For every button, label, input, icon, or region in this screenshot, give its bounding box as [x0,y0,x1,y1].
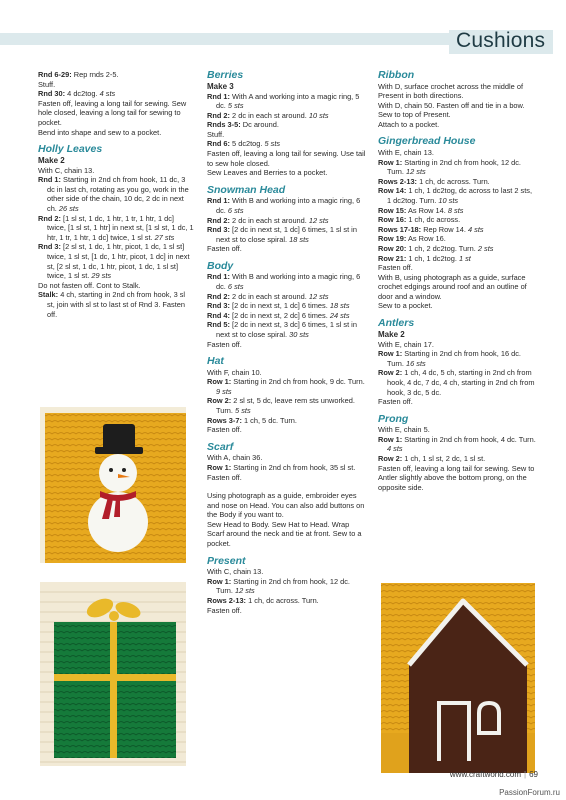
row-text: 1 ch, dc across. Turn. [417,176,490,186]
row-label: Rnd 30: [38,89,66,99]
row-label: Rnd 1: [38,175,61,185]
row-label: Rnd 1: [207,91,230,101]
row-text: [2 dc in next st, 1 dc] 6 times. [230,301,330,311]
paragraph: Fasten off. [207,472,242,482]
row-text: 1 ch, 1 dc2tog. [406,253,459,263]
row-label: Row 15: [378,205,407,215]
row-label: Rows 2-13: [378,176,418,186]
row-text: Starting in 2nd ch from hook, 12 dc. Turn. [387,157,521,177]
paragraph: With E, chain 13. [378,147,434,157]
row-label: Rnd 2: [207,215,230,225]
row-text: 1 ch, 2 dc2tog. Turn. [406,243,478,253]
stitch-count: 12 sts [308,215,329,225]
stitch-count: 2 sts [477,243,494,253]
instruction-row [207,225,367,244]
stitch-count: 4 sts [99,89,116,99]
section-heading: Antlers [378,317,415,330]
row-label: Rnd 2: [38,213,61,223]
row-text: As Row 14. [406,205,448,215]
row-text: 2 dc in each st around. [230,215,309,225]
stitch-count: 5 sts [227,101,244,111]
row-text: Rep rnds 2-5. [71,70,119,79]
page-footer [450,770,538,779]
row-label: Rnd 3: [38,242,61,252]
row-text: 2 sl st, 5 dc, leave rem sts unworked. Turn. [216,396,355,416]
row-label: Rows 17-18: [378,224,422,234]
stitch-count: 6 sts [227,282,244,291]
row-label: Rnd 2: [207,110,230,120]
row-text: 5 dc2tog. [230,139,265,149]
paragraph: Fasten off. [378,263,413,273]
instruction-row [38,242,194,280]
paragraph: With D, surface crochet across the middle of Present in both directions. [378,81,523,101]
stitch-count: 12 sts [235,586,255,596]
instruction-row [378,254,538,264]
instruction-row [38,89,194,99]
paragraph: With E, chain 5. [378,425,430,435]
instruction-row [38,70,194,80]
section-heading: Gingerbread House [378,135,476,148]
stitch-count: 29 sts [91,271,112,281]
row-text: 4 dc2tog. [65,89,100,99]
row-text: [2 dc in next st, 3 dc] 6 times, 1 sl st in next st to close spiral. [216,320,357,339]
row-text: 1 ch, 4 dc, 5 ch, starting in 2nd ch from hook, 4 dc, 7 dc, 4 ch, starting in 2nd ch from hook, 3 dc, 5 dc. [387,368,535,397]
instruction-row [378,158,538,177]
instruction-row [207,120,367,130]
row-text: 1 ch, 1 sl st, 2 dc, 1 sl st. [402,454,486,463]
paragraph: With E, chain 17. [378,339,434,349]
row-label: Rnds 3-5: [207,120,241,130]
instruction-row [378,368,538,397]
row-text: As Row 16. [406,234,446,244]
row-text: [2 dc in next st, 1 dc] 6 times, 1 sl st in next st to close spiral. [216,225,357,244]
instruction-row [207,196,367,215]
paragraph: Fasten off. [207,244,242,254]
paragraph: Stuff. [207,129,225,139]
row-text: Starting in 2nd ch from hook, 11 dc, 3 dc in last ch, rotating as you go, work in the other side of the chain, 10 dc, 2 dc in next ch. [47,175,189,214]
instruction-row [378,215,538,225]
row-label: Row 16: [378,215,407,225]
stitch-count: 9 sts [216,386,232,396]
instruction-row [207,292,367,302]
row-text: Starting in 2nd ch from hook, 4 dc. Turn. [402,434,536,444]
instruction-row [38,290,194,319]
stitch-count: 5 sts [264,139,281,149]
paragraph: With A, chain 36. [207,453,263,463]
instruction-row [207,396,367,415]
row-text: Starting in 2nd ch from hook, 16 dc. Turn. [387,349,521,368]
instruction-row [207,311,367,321]
stitch-count: 18 sts [289,234,309,244]
row-label: Rnd 3: [207,301,230,311]
row-label: Row 1: [207,576,232,586]
row-text: 2 dc in each st around. [230,110,309,120]
instructions-column-2 [207,70,367,615]
row-label: Row 1: [378,349,403,359]
instruction-row [378,454,538,464]
row-label: Rnd 5: [207,320,230,330]
instruction-row [378,186,538,205]
footer-site: www.craftworld.com [449,770,522,779]
stitch-count: 4 sts [387,444,403,454]
row-text: 4 ch, starting in 2nd ch from hook, 3 sl st, join with sl st to last st of Rnd 3. Fasten off. [47,290,186,319]
page-number: 69 [529,770,538,779]
stitch-count: 10 sts [438,195,459,205]
instruction-row [207,463,367,473]
row-text: [2 dc in next st, 2 dc] 6 times. [230,310,330,320]
paragraph: Attach to a pocket. [378,119,440,129]
gingerbread-house-photo [379,581,537,775]
instruction-row [207,139,367,149]
row-text: With B and working into a magic ring, 6 dc. [216,272,361,291]
row-text: Starting in 2nd ch from hook, 12 dc. Turn. [216,576,350,596]
stitch-count: 6 sts [227,205,244,215]
make-count: Make 3 [207,81,234,91]
row-label: Row 2: [378,368,403,378]
stitch-count: 4 sts [467,224,484,234]
paragraph: Fasten off, leaving a long tail for sewing. Sew hole closed, leaving a long tail for sewing to pocket. [38,98,187,127]
instruction-row [207,596,367,606]
row-label: Rnd 3: [207,225,230,235]
section-heading: Snowman Head [207,183,286,196]
instructions-column-3 [378,70,538,492]
stitch-count: 10 sts [308,110,329,120]
stitch-count: 12 sts [406,167,426,177]
instruction-row [207,216,367,226]
row-label: Row 1: [378,157,403,167]
instruction-row [207,320,367,339]
section-heading: Holly Leaves [38,143,103,156]
row-label: Row 1: [378,434,403,444]
spacer [207,482,367,491]
instruction-row [378,349,538,368]
page-title: Cushions [456,29,546,52]
row-text: 1 ch, dc across. [406,215,461,225]
row-label: Row 1: [207,462,232,472]
paragraph: Fasten off. [207,605,242,615]
make-count: Make 2 [38,155,65,165]
paragraph: With C, chain 13. [207,567,264,577]
row-label: Row 1: [207,377,232,387]
instruction-row [207,416,367,426]
instructions-column-1 [38,70,194,319]
paragraph: With C, chain 13. [38,165,95,175]
paragraph: Fasten off. [207,339,242,349]
stitch-count: 16 sts [406,358,426,368]
stitch-count: 5 sts [235,406,251,416]
row-label: Row 20: [378,243,407,253]
header-bar [0,33,451,45]
stitch-count: 8 sts [447,205,464,215]
paragraph: Bend into shape and sew to a pocket. [38,127,162,137]
footer-separator: | [524,770,527,779]
stitch-count: 12 sts [308,291,329,301]
row-label: Stalk: [38,290,59,300]
row-text: 1 ch, dc across. Turn. [246,595,319,605]
row-text: [2 sl st, 1 dc, 1 htr, picot, 1 dc, 1 sl st] twice, 1 sl st, [1 dc, 1 htr, picot, 1 dc] in next st, [2 sl st, 1 dc, 1 htr, picot, 1 dc, 1 sl st] twice, 1 sl st. [47,242,190,281]
paragraph: Stuff. [38,79,56,89]
instruction-row [378,244,538,254]
paragraph: Fasten off. [378,397,413,407]
row-text: Starting in 2nd ch from hook, 9 dc. Turn. [231,377,365,387]
paragraph: With D, chain 50. Fasten off and tie in a bow. Sew to top of Present. [378,100,525,120]
paragraph: Sew to a pocket. [378,301,433,311]
paragraph: Sew Head to Body. Sew Hat to Head. Wrap Scarf around the neck and tie at front. Sew to a pocket. [207,519,362,549]
instruction-row [207,301,367,311]
section-heading: Berries [207,69,244,81]
stitch-count: 27 sts [154,232,175,242]
paragraph: Fasten off. [207,425,242,435]
row-text: [1 sl st, 1 dc, 1 htr, 1 tr, 1 htr, 1 dc] twice, [1 sl st, 1 htr] in next st, [1 sl st, 1 dc, 1 htr, 1 tr, 1 htr, 1 dc] twice, 1 sl st. [47,213,194,242]
stitch-count: 24 sts [329,310,350,320]
row-label: Rnd 1: [207,272,230,282]
row-label: Rnd 6-29: [38,70,72,79]
instruction-row [207,377,367,396]
section-heading: Present [207,554,246,567]
instruction-row [378,225,538,235]
paragraph: Using photograph as a guide, embroider eyes and nose on Head. You can also add buttons on the Body if you want to. [207,491,365,520]
row-text: With A and working into a magic ring, 5 dc. [216,91,360,111]
row-text: 1 ch, 5 dc. Turn. [241,415,297,425]
row-text: Starting in 2nd ch from hook, 35 sl st. [231,462,356,472]
instruction-row [378,234,538,244]
instruction-row [38,214,194,243]
instruction-row [378,435,538,454]
paragraph: Fasten off, leaving a long tail for sewing. Use tail to sew hole closed. [207,149,366,168]
snowman-photo [38,405,188,565]
make-count: Make 2 [378,329,405,339]
stitch-count: 18 sts [329,301,350,311]
row-label: Row 21: [378,253,407,263]
instruction-row [207,92,367,111]
watermark: PassionForum.ru [499,788,560,797]
row-text: With B and working into a magic ring, 6 dc. [216,196,361,215]
row-label: Rnd 6: [207,139,230,149]
row-label: Rnd 1: [207,196,230,206]
section-heading: Prong [378,412,409,425]
row-text: Dc around. [240,120,279,130]
row-label: Rows 2-13: [207,595,247,605]
row-label: Row 19: [378,234,407,244]
row-text: 1 ch, 1 dc2tog, dc across to last 2 sts, 1 dc2tog. Turn. [387,186,533,205]
section-heading: Scarf [207,440,234,453]
instruction-row [378,206,538,216]
paragraph: Do not fasten off. Cont to Stalk. [38,280,141,290]
stitch-count: 1 st [458,253,471,263]
paragraph: Sew Leaves and Berries to a pocket. [207,168,328,178]
instruction-row [378,177,538,187]
paragraph: With B, using photograph as a guide, surface crochet edgings around roof and an outline of door and a window. [378,272,527,301]
row-label: Rows 3-7: [207,415,242,425]
row-text: Rep Row 14. [421,224,468,234]
paragraph: Fasten off, leaving a long tail for sewing. Sew to Antler slightly above the bottom prong, on the opposite side. [378,463,535,492]
row-label: Row 14: [378,186,407,196]
instruction-row [38,175,194,213]
row-label: Rnd 4: [207,310,230,320]
instruction-row [207,577,367,596]
row-label: Rnd 2: [207,291,230,301]
row-label: Row 2: [378,454,403,463]
present-photo [38,580,188,768]
section-heading: Body [207,259,234,272]
stitch-count: 26 sts [58,204,79,214]
paragraph: With F, chain 10. [207,367,262,377]
row-text: 2 dc in each st around. [230,291,309,301]
section-heading: Ribbon [378,69,415,81]
row-label: Row 2: [207,396,232,406]
section-heading: Hat [207,355,224,368]
instruction-row [207,111,367,121]
stitch-count: 30 sts [289,329,309,339]
instruction-row [207,272,367,291]
